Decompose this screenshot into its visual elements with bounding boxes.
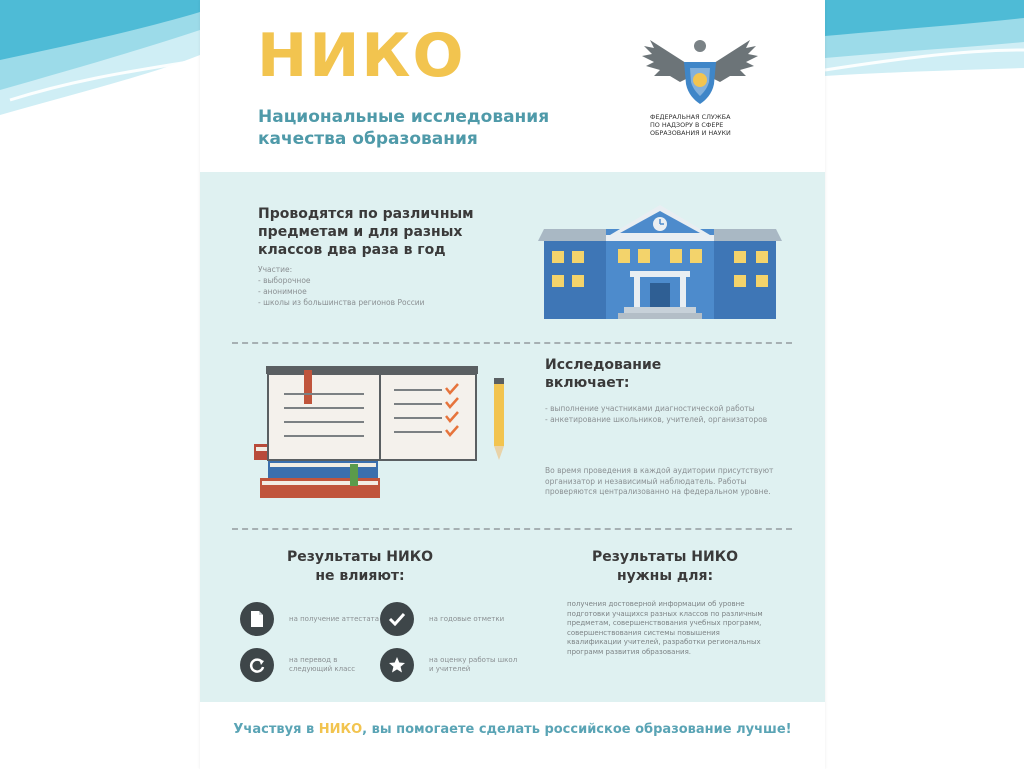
agency-line-2: ПО НАДЗОРУ В СФЕРЕ [650,121,724,129]
subtitle-line-2: качества образования [258,129,478,149]
results-not-affect-title [260,548,460,586]
section1-list [258,264,518,308]
impact-text: на годовые отметки [429,614,505,623]
refresh-icon [240,648,274,682]
star-icon [380,648,414,682]
section1-title: Проводятся по различным предметам и для разных классов два раза в год [258,206,474,258]
info-panel [200,172,825,702]
results-left-line-1: Результаты НИКО [286,549,434,565]
section2-title [545,356,785,392]
section2-title-line-2: включает: [545,375,630,391]
section-divider [232,528,792,530]
list-item: - выполнение участниками диагностической работы [545,404,755,413]
brand-title: НИКО [257,21,466,91]
agency-name [650,113,760,137]
impact-item-grades [380,602,519,636]
results-left-line-2: не влияют: [315,568,405,584]
school-building-icon [534,199,786,323]
list-item: - анкетирование школьников, учителей, организаторов [545,414,768,424]
books-notebook-icon [248,366,518,506]
results-right-line-1: Результаты НИКО [591,549,739,565]
section2-title-line-1: Исследование [545,357,662,373]
impact-text: на получение аттестата [289,614,380,623]
section-divider [232,342,792,344]
results-right-line-2: нужны для: [616,568,714,584]
checkmark-icon [380,602,414,636]
agency-line-3: ОБРАЗОВАНИЯ И НАУКИ [650,129,731,137]
list-item: - школы из большинства регионов России [258,298,425,307]
brand-subtitle [258,106,618,150]
subtitle-line-1: Национальные исследования [258,107,550,127]
agency-emblem-icon [640,32,760,110]
footer-suffix: , вы помогаете сделать российское образование лучше! [362,722,792,737]
footer-slogan [200,722,825,737]
section2-note: Во время проведения в каждой аудитории присутствуют организатор и независимый наблюдатель. Работы проверяются централизованно на федеральном уровне. [545,466,774,496]
footer-prefix: Участвуя в [233,722,319,737]
list-item: - анонимное [258,287,307,296]
impact-item-evaluation [380,648,519,682]
results-needed-title [565,548,765,586]
results-needed-text: получения достоверной информации об уровне подготовки учащихся разных классов по различным предметам, совершенствования учебных программ, совершенствования системы повышения квалификации учителей, разработки региональных программ развития образования. [567,600,763,656]
list-item: - выборочное [258,276,311,285]
agency-line-1: ФЕДЕРАЛЬНАЯ СЛУЖБА [650,113,731,121]
section2-list [545,404,785,425]
section1-list-header: Участие: [258,265,293,274]
footer-highlight: НИКО [318,722,363,737]
niko-poster [200,0,825,769]
impact-text: на перевод в следующий класс [289,656,356,673]
impact-item-promotion [240,648,379,682]
document-icon [240,602,274,636]
impact-text: на оценку работы школ и учителей [429,656,518,673]
impact-item-certificate [240,602,379,636]
